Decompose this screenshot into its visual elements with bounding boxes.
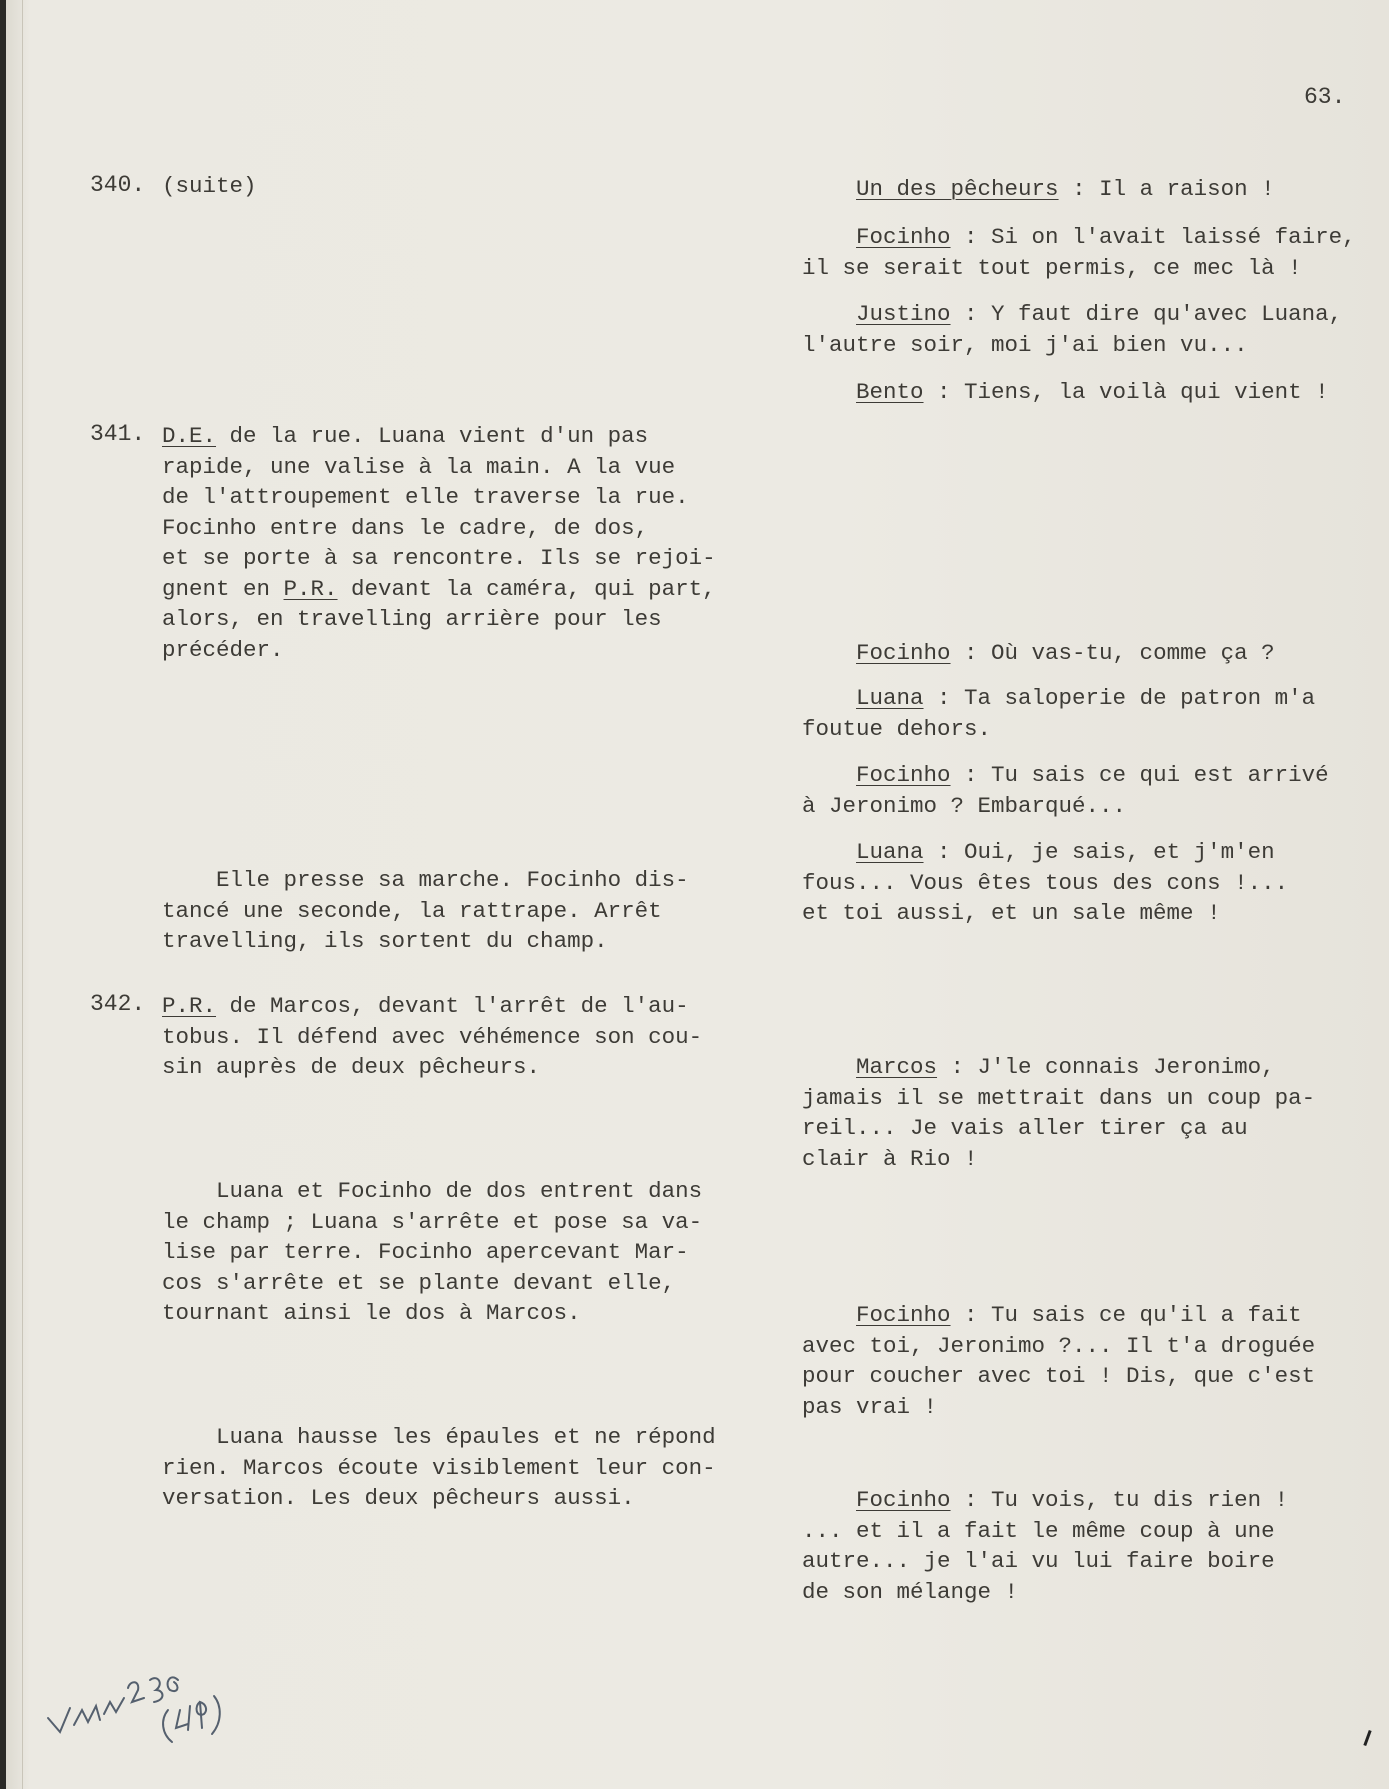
desc-line: Luana et Focinho de dos entrent dans (162, 1178, 703, 1204)
shot-abbrev-pr: P.R. (162, 993, 217, 1019)
desc-line: et se porte à sa rencontre. Ils se rejoi- (162, 545, 716, 571)
dialogue-text: : J'le connais Jeronimo, (937, 1054, 1275, 1080)
desc-line: rien. Marcos écoute visiblement leur con- (162, 1454, 716, 1481)
desc-line: lise par terre. Focinho apercevant Mar- (162, 1239, 689, 1265)
desc-line: devant la caméra, qui part, (337, 575, 716, 602)
shot-abbrev-pr: P.R. (283, 575, 338, 602)
dialogue-text: jamais il se mettrait dans un coup pa- reil... Je vais aller tirer ça au clair à Rio ! (802, 1084, 1316, 1172)
speaker-name: Focinho (856, 224, 951, 250)
paragraph-presse-sa-marche (162, 865, 689, 957)
dialogue-line (802, 1300, 1315, 1422)
page-number: 63. (1304, 84, 1346, 110)
desc-line: versation. Les deux pêcheurs aussi. (162, 1485, 635, 1511)
desc-line: cos s'arrête et se plante devant elle, (162, 1269, 676, 1296)
dialogue-line (802, 837, 1288, 929)
desc-line: sin auprès de deux pêcheurs. (162, 1054, 541, 1080)
shot-340-number: 340. (90, 172, 146, 198)
desc-line: Focinho entre dans le cadre, de dos, (162, 514, 649, 541)
speaker-name: Justino (856, 301, 951, 327)
dialogue-line (802, 299, 1342, 360)
dialogue-text: : Y faut dire qu'avec Luana, (950, 301, 1343, 327)
speaker-name: Marcos (856, 1054, 938, 1080)
dialogue-line (802, 377, 1329, 408)
desc-line: travelling, ils sortent du champ. (162, 928, 608, 954)
shot-342-description (162, 991, 702, 1083)
desc-line: de l'attroupement elle traverse la rue. (162, 484, 689, 510)
dialogue-text: : Oui, je sais, et j'm'en (923, 839, 1275, 865)
dialogue-text: : Tu vois, tu dis rien ! (950, 1487, 1289, 1513)
dialogue-text: : Où vas-tu, comme ça ? (950, 640, 1275, 666)
dialogue-text: fous... Vous êtes tous des cons !... et toi aussi, et un sale même ! (802, 869, 1289, 926)
shot-341-description (162, 421, 716, 665)
page-fold-line (22, 0, 23, 1789)
speaker-name: Focinho (856, 1302, 951, 1328)
dialogue-text: : Il a raison ! (1058, 176, 1275, 202)
dialogue-text: : Tiens, la voilà qui vient ! (923, 379, 1329, 405)
dialogue-line (802, 174, 1275, 205)
desc-line: tournant ainsi le dos à Marcos. (162, 1300, 581, 1326)
desc-line: Luana hausse les épaules et ne répond (162, 1424, 716, 1450)
desc-line: précéder. (162, 636, 284, 663)
desc-line: rapide, une valise à la main. A la vue (162, 453, 676, 480)
dialogue-text: à Jeronimo ? Embarqué... (802, 792, 1127, 819)
desc-line: alors, en travelling arrière pour les (162, 606, 662, 632)
page-left-edge (0, 0, 6, 1789)
speaker-name: Un des pêcheurs (856, 176, 1059, 202)
dialogue-text: : Tu sais ce qu'il a fait (950, 1302, 1302, 1328)
speaker-name: Luana (856, 839, 924, 865)
desc-line: Elle presse sa marche. Focinho dis- (162, 867, 689, 893)
dialogue-text: ... et il a fait le même coup à une autre... je l'ai vu lui faire boire de son mélange ! (802, 1517, 1275, 1605)
dialogue-line (802, 760, 1329, 821)
speaker-name: Focinho (856, 1487, 951, 1513)
speaker-name: Focinho (856, 762, 951, 788)
desc-line: de la rue. Luana vient d'un pas (216, 423, 649, 449)
desc-line: de Marcos, devant l'arrêt de l'au- (216, 993, 689, 1019)
margin-mark (1363, 1730, 1371, 1746)
handwritten-archive-mark (40, 1610, 240, 1760)
paragraph-entrent-dans-le-champ (162, 1176, 702, 1329)
dialogue-line (802, 222, 1356, 283)
shot-341-number: 341. (90, 421, 146, 447)
speaker-name: Focinho (856, 640, 951, 666)
dialogue-line (802, 1052, 1315, 1174)
dialogue-text: avec toi, Jeronimo ?... Il t'a droguée pour coucher avec toi ! Dis, que c'est pas vrai ! (802, 1332, 1316, 1420)
shot-abbrev-de: D.E. (162, 423, 217, 449)
dialogue-text: : Ta saloperie de patron m'a (923, 685, 1316, 711)
speaker-name: Bento (856, 379, 924, 405)
shot-342-number: 342. (90, 991, 146, 1017)
dialogue-text: l'autre soir, moi j'ai bien vu... (802, 331, 1248, 358)
desc-line: le champ ; Luana s'arrête et pose sa va- (162, 1208, 703, 1235)
desc-line: tancé une seconde, la rattrape. Arrêt (162, 897, 662, 924)
dialogue-text: il se serait tout permis, ce mec là ! (802, 254, 1302, 281)
dialogue-line (802, 638, 1275, 669)
dialogue-text: : Si on l'avait laissé faire, (950, 224, 1356, 250)
speaker-name: Luana (856, 685, 924, 711)
dialogue-text: foutue dehors. (802, 715, 992, 742)
dialogue-line (802, 1485, 1288, 1607)
dialogue-text: : Tu sais ce qui est arrivé (950, 762, 1329, 788)
shot-340-text: (suite) (162, 173, 257, 199)
paragraph-hausse-les-epaules (162, 1422, 716, 1514)
desc-line: gnent en (162, 575, 284, 602)
dialogue-line (802, 683, 1315, 744)
desc-line: tobus. Il défend avec véhémence son cou- (162, 1023, 703, 1050)
